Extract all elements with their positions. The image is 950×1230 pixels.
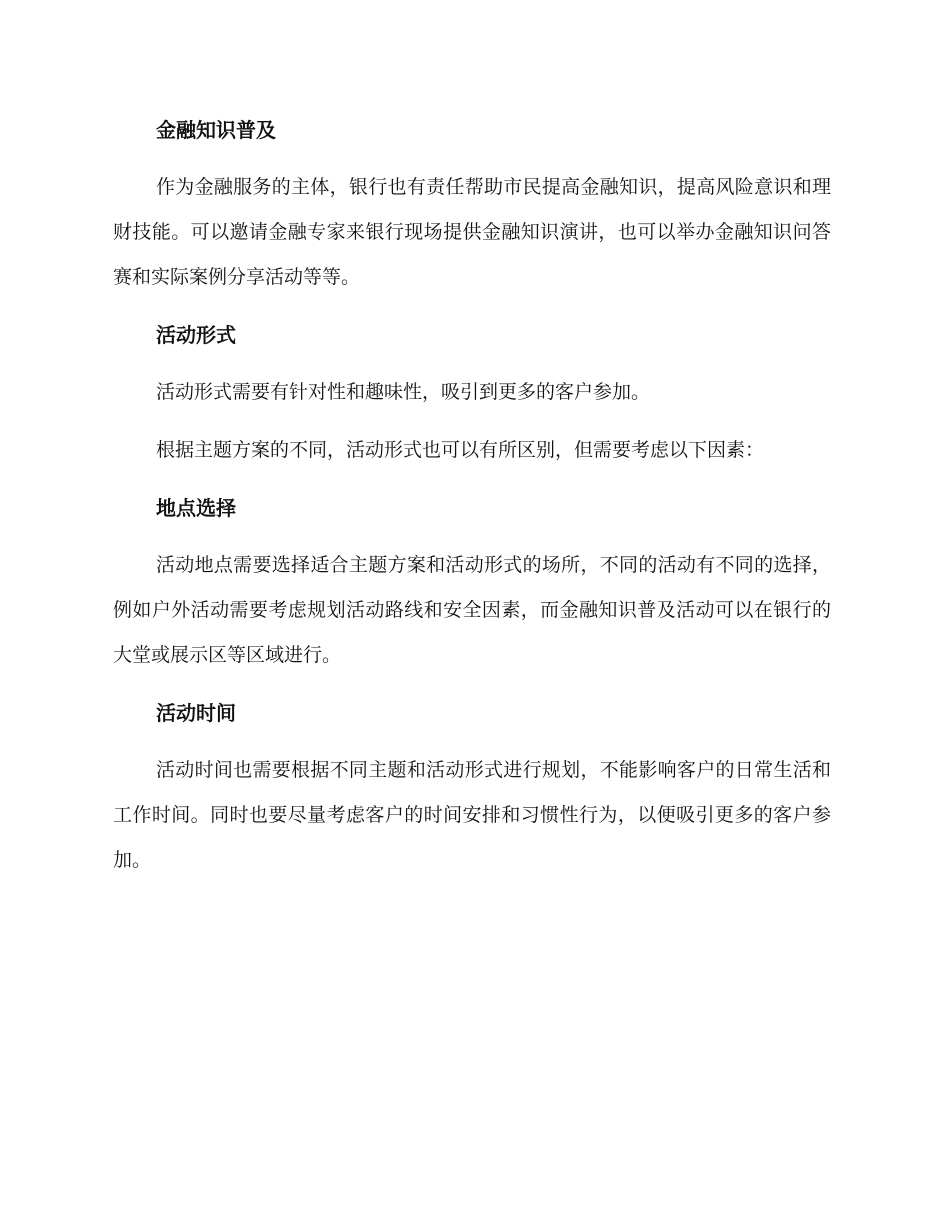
paragraph-activity-format-2: 根据主题方案的不同，活动形式也可以有所区别，但需要考虑以下因素： <box>156 439 765 461</box>
paragraph-activity-time: 活动时间也需要根据不同主题和活动形式进行规划，不能影响客户的日常生活和工作时间。同时也要尽量考虑客户的时间安排和习惯性行为，以便吸引更多的客户参加。 <box>113 759 831 871</box>
paragraph-venue-selection: 活动地点需要选择适合主题方案和活动形式的场所，不同的活动有不同的选择，例如户外活动需要考虑规划活动路线和安全因素，而金融知识普及活动可以在银行的大堂或展示区等区域进行。 <box>113 554 831 666</box>
section-heading-activity-format: 活动形式 <box>156 323 236 347</box>
paragraph-activity-format-1: 活动形式需要有针对性和趣味性，吸引到更多的客户参加。 <box>156 381 651 403</box>
section-heading-financial-literacy: 金融知识普及 <box>156 118 276 142</box>
section-heading-venue-selection: 地点选择 <box>156 496 236 520</box>
paragraph-financial-literacy: 作为金融服务的主体，银行也有责任帮助市民提高金融知识，提高风险意识和理财技能。可以邀请金融专家来银行现场提供金融知识演讲，也可以举办金融知识问答赛和实际案例分享活动等等。 <box>113 176 831 288</box>
document-body <box>113 108 831 883</box>
section-heading-activity-time: 活动时间 <box>156 701 236 725</box>
